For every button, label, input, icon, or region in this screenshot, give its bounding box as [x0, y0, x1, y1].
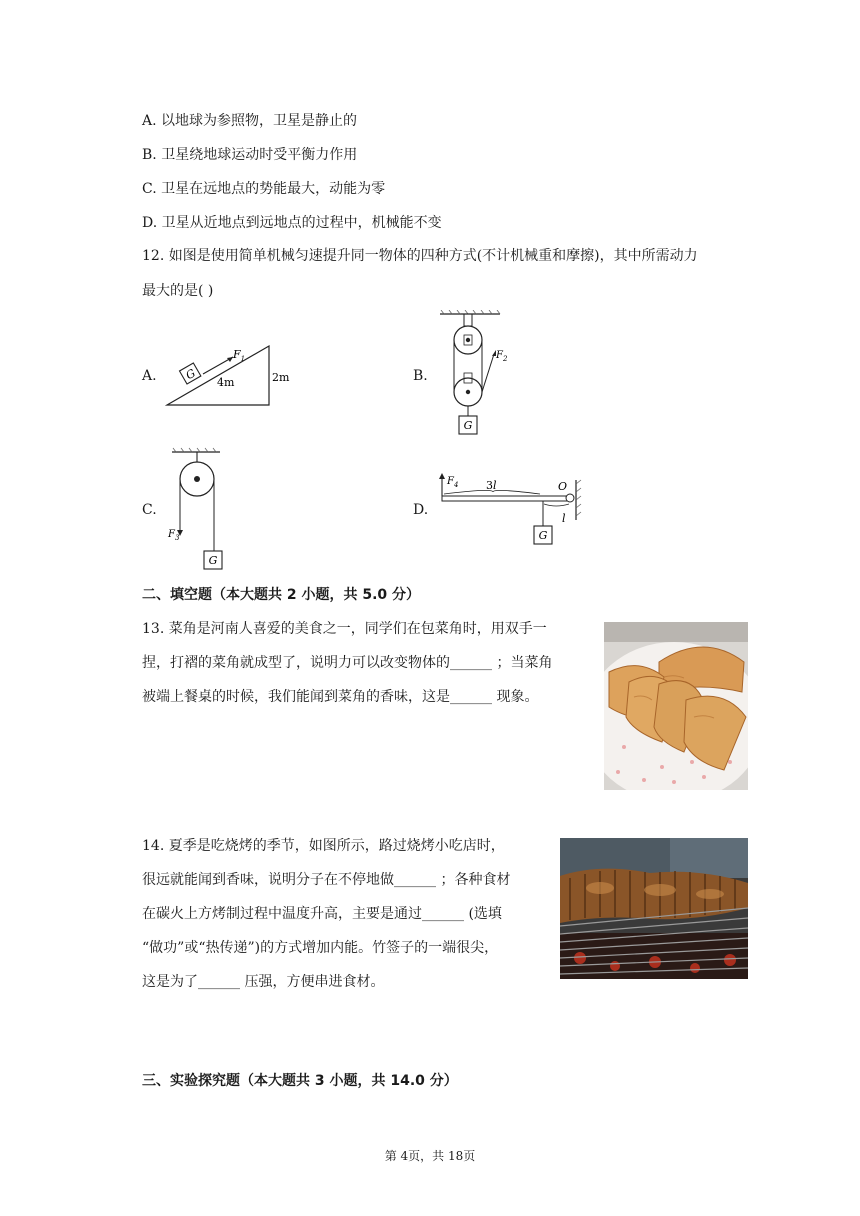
q12-stem-line1: 12. 如图是使用简单机械匀速提升同一物体的四种方式(不计机械重和摩擦)，其中所需动力 [142, 248, 698, 264]
q14-line2: 很远就能闻到香味，说明分子在不停地做______ ；各种食材 [142, 872, 511, 888]
figure-d-force-label: $F_4$ [447, 476, 459, 489]
q12-option-b-label: B. [413, 368, 428, 384]
q13-line2: 捏，打褶的菜角就成型了，说明力可以改变物体的______ ；当菜角 [142, 655, 553, 671]
figure-b-pulley-block [436, 310, 516, 440]
barbecue-photo [560, 838, 748, 979]
fried-dumplings-photo [604, 622, 748, 790]
q11-option-d: D. 卫星从近地点到远地点的过程中，机械能不变 [142, 215, 442, 231]
figure-a-block-label: G [183, 366, 198, 383]
figure-d-block-label: G [538, 529, 548, 542]
figure-b-force-label: $F_2$ [496, 350, 508, 363]
figure-c-block-label: G [208, 554, 218, 567]
figure-d-long-arm: 3l [486, 479, 497, 492]
figure-a-inclined-plane [165, 340, 305, 410]
page-footer: 第 4页，共 18页 [384, 1149, 476, 1163]
figure-b-block-label: G [463, 419, 473, 432]
q14-line1: 14. 夏季是吃烧烤的季节，如图所示，路过烧烤小吃店时， [142, 838, 505, 854]
q12-option-a-label: A. [142, 368, 157, 384]
section-3-heading: 三、实验探究题（本大题共 3 小题，共 14.0 分） [142, 1073, 458, 1089]
figure-d-lever [436, 470, 586, 550]
q12-option-d-label: D. [413, 502, 429, 518]
figure-a-slope-length: 4m [217, 376, 235, 389]
q13-line1: 13. 菜角是河南人喜爱的美食之一，同学们在包菜角时，用双手一 [142, 621, 547, 637]
q14-line5: 这是为了______ 压强，方便串进食材。 [142, 974, 385, 990]
q11-option-c: C. 卫星在远地点的势能最大，动能为零 [142, 181, 386, 197]
q14-line4: “做功”或“热传递”)的方式增加内能。竹签子的一端很尖， [142, 940, 499, 956]
q11-option-b: B. 卫星绕地球运动时受平衡力作用 [142, 147, 358, 163]
q14-line3: 在碳火上方烤制过程中温度升高，主要是通过______ (选填 [142, 906, 502, 922]
q13-line3: 被端上餐桌的时候，我们能闻到菜角的香味，这是______ 现象。 [142, 689, 539, 705]
q11-option-a: A. 以地球为参照物，卫星是静止的 [142, 113, 358, 129]
q12-option-c-label: C. [142, 502, 157, 518]
section-2-heading: 二、填空题（本大题共 2 小题，共 5.0 分） [142, 587, 421, 603]
figure-c-force-label: $F_3$ [168, 529, 180, 542]
figure-c-fixed-pulley [162, 446, 237, 574]
figure-d-short-arm: l [562, 512, 566, 525]
figure-d-pivot-label: O [558, 480, 568, 493]
figure-a-force-label: $F_1$ [233, 348, 246, 363]
q12-stem-line2: 最大的是( ) [142, 283, 214, 299]
figure-a-height: 2m [272, 371, 290, 384]
